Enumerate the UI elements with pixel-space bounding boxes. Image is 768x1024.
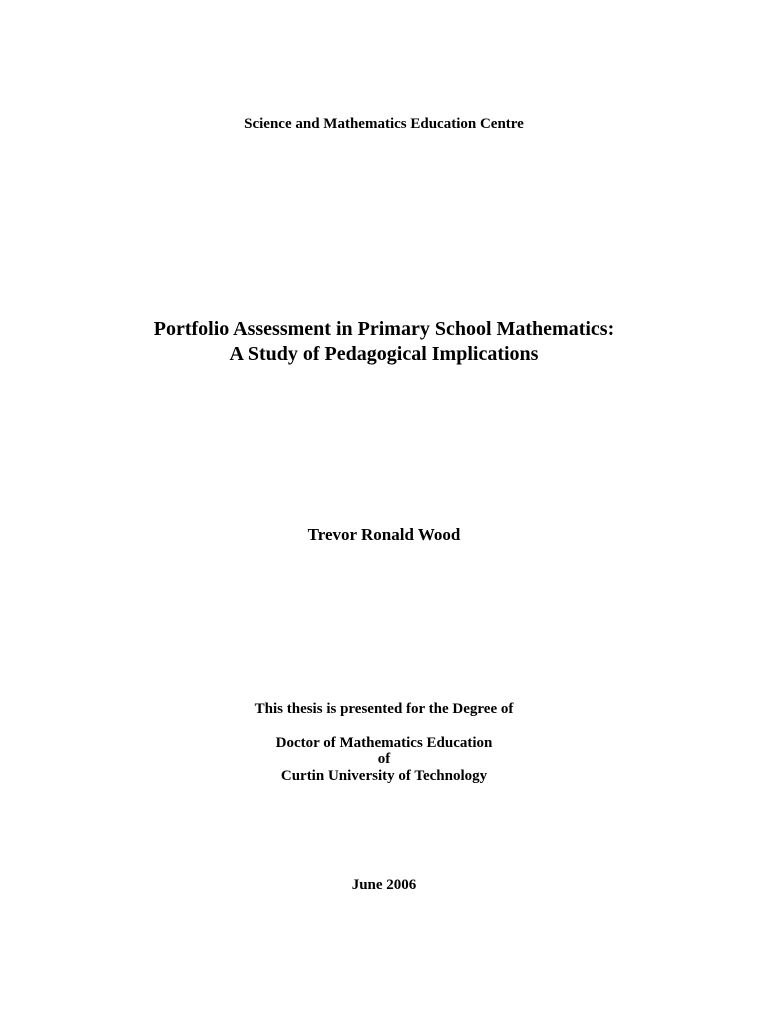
- degree-of: of: [377, 751, 391, 767]
- degree-name: Doctor of Mathematics Education: [275, 735, 493, 751]
- author-name: Trevor Ronald Wood: [307, 525, 461, 544]
- submission-date: June 2006: [351, 877, 417, 893]
- university-name: Curtin University of Technology: [280, 768, 488, 784]
- thesis-title-line-2: A Study of Pedagogical Implications: [229, 343, 539, 365]
- centre-name: Science and Mathematics Education Centre: [244, 116, 524, 132]
- degree-statement: This thesis is presented for the Degree of: [254, 701, 514, 717]
- thesis-title-line-1: Portfolio Assessment in Primary School Mathematics:: [153, 318, 615, 340]
